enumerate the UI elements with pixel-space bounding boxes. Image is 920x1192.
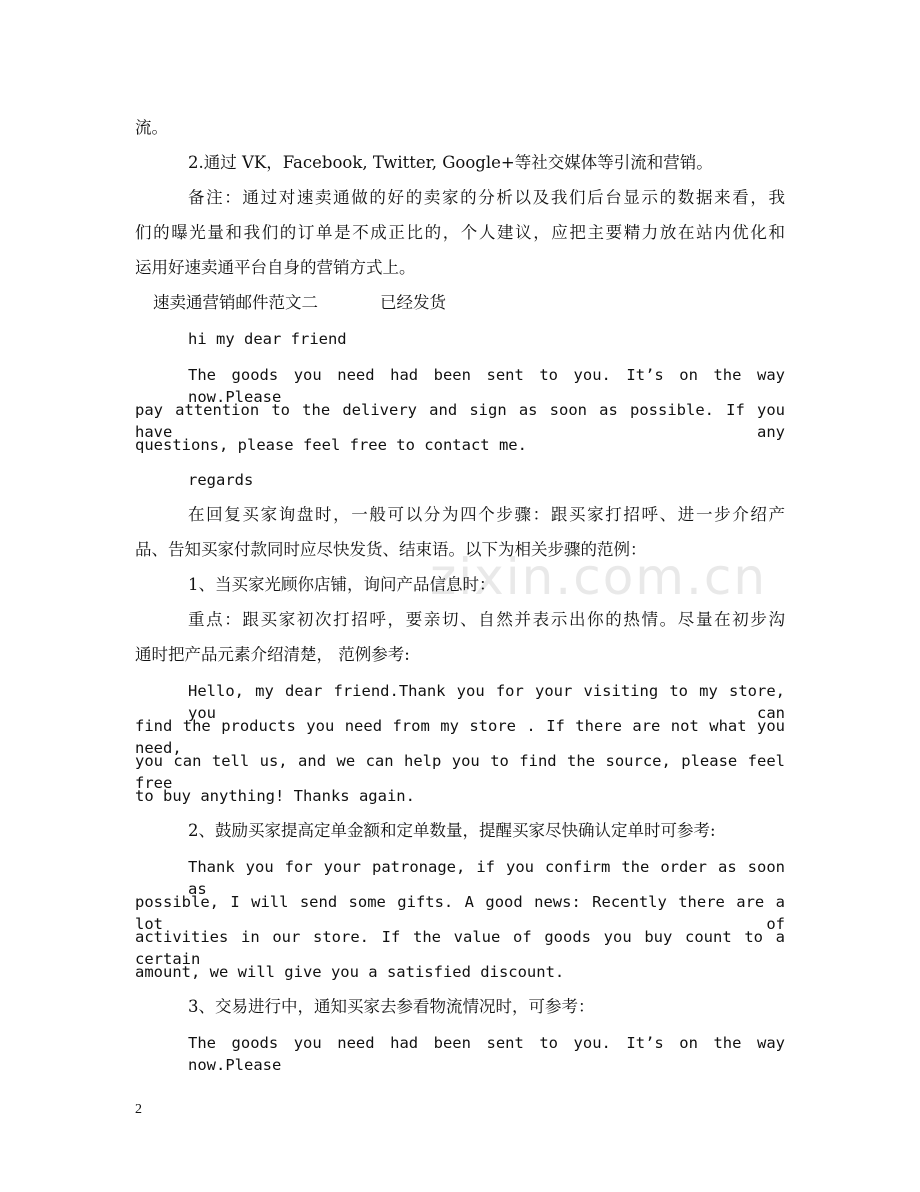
step-heading: 2、鼓励买家提高定单金额和定单数量，提醒买家尽快确认定单时可参考:: [188, 821, 716, 840]
email-line: The goods you need had been sent to you. It’s on the way now.Please: [188, 1034, 785, 1074]
paragraph-line: 运用好速卖通平台自身的营销方式上。: [135, 258, 416, 277]
email-line: to buy anything! Thanks again.: [135, 787, 415, 805]
paragraph-line: 流。: [135, 118, 168, 137]
email-line: activities in our store. If the value of goods you buy count to a certain: [135, 928, 785, 968]
email-line: possible, I will send some gifts. A good news: Recently there are a lot of: [135, 893, 785, 933]
email-line: Hello, my dear friend.Thank you for your visiting to my store, you can: [188, 682, 785, 722]
email-line: regards: [188, 471, 254, 489]
step-heading: 1、当买家光顾你店铺，询问产品信息时：: [188, 575, 496, 594]
email-line: hi my dear friend: [188, 330, 347, 348]
paragraph-line: 品、告知买家付款同时应尽快发货、结束语。以下为相关步骤的范例：: [135, 540, 647, 559]
page-number: 2: [135, 1102, 142, 1117]
email-line: questions, please feel free to contact me.: [135, 436, 527, 454]
email-line: amount, we will give you a satisfied discount.: [135, 963, 565, 981]
watermark: zixin.com.cn: [430, 548, 768, 606]
step-heading: 3、交易进行中，通知买家去参看物流情况时，可参考：: [188, 997, 595, 1016]
paragraph-line: 通时把产品元素介绍清楚， 范例参考:: [135, 645, 410, 664]
section-heading-subtitle: 已经发货: [380, 293, 446, 312]
email-line: find the products you need from my store . If there are not what you need,: [135, 717, 785, 757]
paragraph-line: 重点：跟买家初次打招呼，要亲切、自然并表示出你的热情。尽量在初步沟: [188, 610, 785, 629]
section-heading: [153, 292, 446, 314]
email-line: you can tell us, and we can help you to find the source, please feel free: [135, 752, 785, 792]
email-line: The goods you need had been sent to you. It’s on the way now.Please: [188, 366, 785, 406]
paragraph-line: 2.通过 VK，Facebook, Twitter, Google+等社交媒体等引流和营销。: [188, 153, 713, 172]
email-line: Thank you for your patronage, if you confirm the order as soon as: [188, 858, 785, 898]
section-heading-title: 速卖通营销邮件范文二: [153, 293, 318, 312]
paragraph-line: 备注：通过对速卖通做的好的卖家的分析以及我们后台显示的数据来看，我: [188, 188, 785, 207]
email-line: pay attention to the delivery and sign as soon as possible. If you have any: [135, 401, 785, 441]
paragraph-line: 在回复买家询盘时，一般可以分为四个步骤：跟买家打招呼、进一步介绍产: [188, 505, 785, 524]
paragraph-line: 们的曝光量和我们的订单是不成正比的，个人建议，应把主要精力放在站内优化和: [135, 223, 785, 242]
